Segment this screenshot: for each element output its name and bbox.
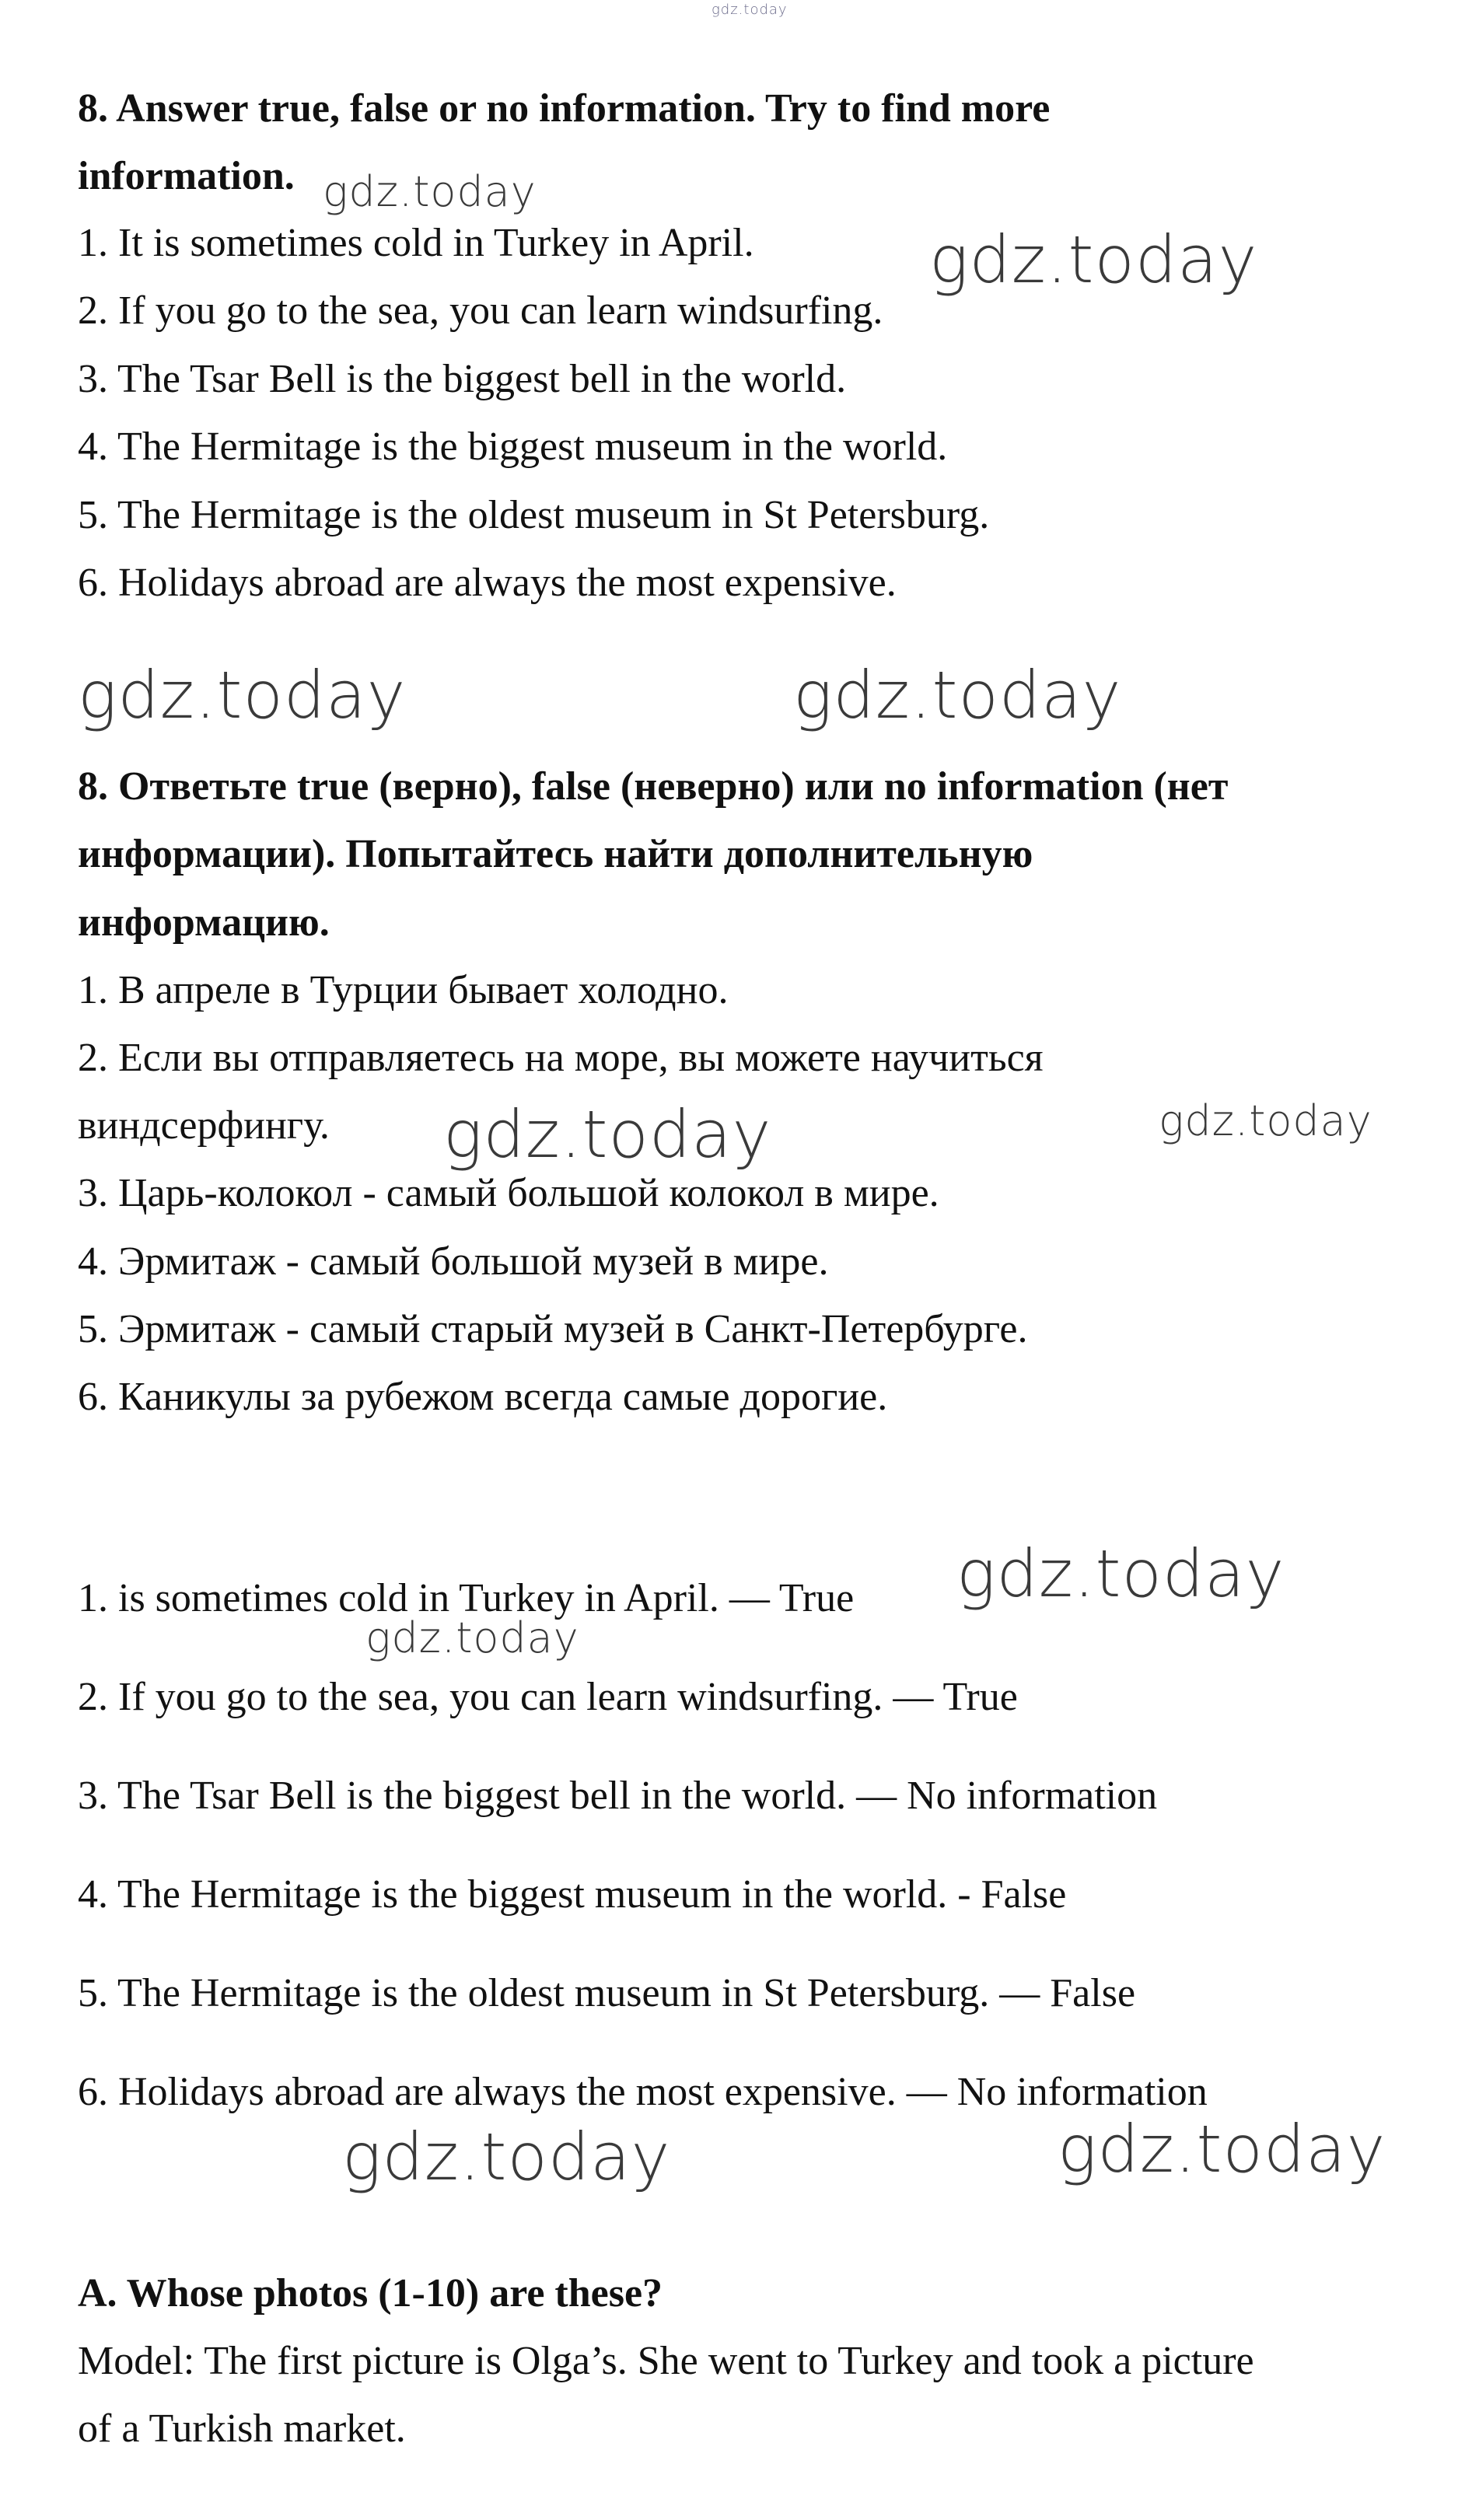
ru-item-3: 3. Царь-колокол - самый большой колокол в мире. [78, 1171, 939, 1215]
en-item-1: 1. It is sometimes cold in Turkey in April. [78, 221, 754, 265]
task-heading-en-line1: 8. Answer true, false or no information. Try to find more [78, 86, 1051, 131]
answer-2: 2. If you go to the sea, you can learn windsurfing. — True [78, 1675, 1018, 1719]
watermark: gdz.today [342, 2119, 671, 2195]
watermark: gdz.today [929, 222, 1258, 298]
en-item-4: 4. The Hermitage is the biggest museum in the world. [78, 425, 948, 469]
watermark: gdz.today [365, 1613, 579, 1662]
watermark: gdz.today [443, 1096, 772, 1173]
en-item-3: 3. The Tsar Bell is the biggest bell in the world. [78, 357, 847, 401]
answer-3: 3. The Tsar Bell is the biggest bell in the world. — No information [78, 1774, 1158, 1818]
task-heading-ru-line3: информацию. [78, 900, 330, 945]
task-heading-en-line2: information. [78, 154, 295, 198]
ru-item-4: 4. Эрмитаж - самый большой музей в мире. [78, 1239, 829, 1284]
ru-item-1: 1. В апреле в Турции бывает холодно. [78, 968, 729, 1012]
answer-4: 4. The Hermitage is the biggest museum in the world. - False [78, 1872, 1067, 1917]
en-item-5: 5. The Hermitage is the oldest museum in St Petersburg. [78, 493, 990, 537]
watermark: gdz.today [323, 167, 537, 216]
ru-item-2: 2. Если вы отправляетесь на море, вы можете научиться [78, 1036, 1044, 1080]
task-heading-ru-line2: информации). Попытайтесь найти дополнительную [78, 832, 1033, 876]
watermark: gdz.today [956, 1536, 1285, 1612]
en-item-2: 2. If you go to the sea, you can learn windsurfing. [78, 288, 883, 333]
watermark: gdz.today [793, 657, 1122, 733]
section-a-heading: A. Whose photos (1-10) are these? [78, 2271, 663, 2316]
section-a-model-line2: of a Turkish market. [78, 2406, 406, 2451]
answer-6: 6. Holidays abroad are always the most expensive. — No information [78, 2070, 1208, 2114]
top-watermark: gdz.today [712, 2, 788, 18]
ru-item-2-continued: виндсерфингу. [78, 1103, 330, 1148]
ru-item-5: 5. Эрмитаж - самый старый музей в Санкт-Петербурге. [78, 1307, 1028, 1351]
ru-item-6: 6. Каникулы за рубежом всегда самые дорогие. [78, 1375, 888, 1419]
task-heading-ru-line1: 8. Ответьте true (верно), false (неверно) или no information (нет [78, 764, 1229, 809]
answer-1: 1. is sometimes cold in Turkey in April. — True [78, 1576, 855, 1620]
answer-5: 5. The Hermitage is the oldest museum in St Petersburg. — False [78, 1971, 1136, 2015]
watermark: gdz.today [1159, 1096, 1372, 1145]
section-a-model-line1: Model: The first picture is Olga’s. She went to Turkey and took a picture [78, 2339, 1254, 2383]
watermark: gdz.today [1058, 2111, 1386, 2187]
en-item-6: 6. Holidays abroad are always the most expensive. [78, 561, 897, 605]
watermark: gdz.today [78, 657, 407, 733]
